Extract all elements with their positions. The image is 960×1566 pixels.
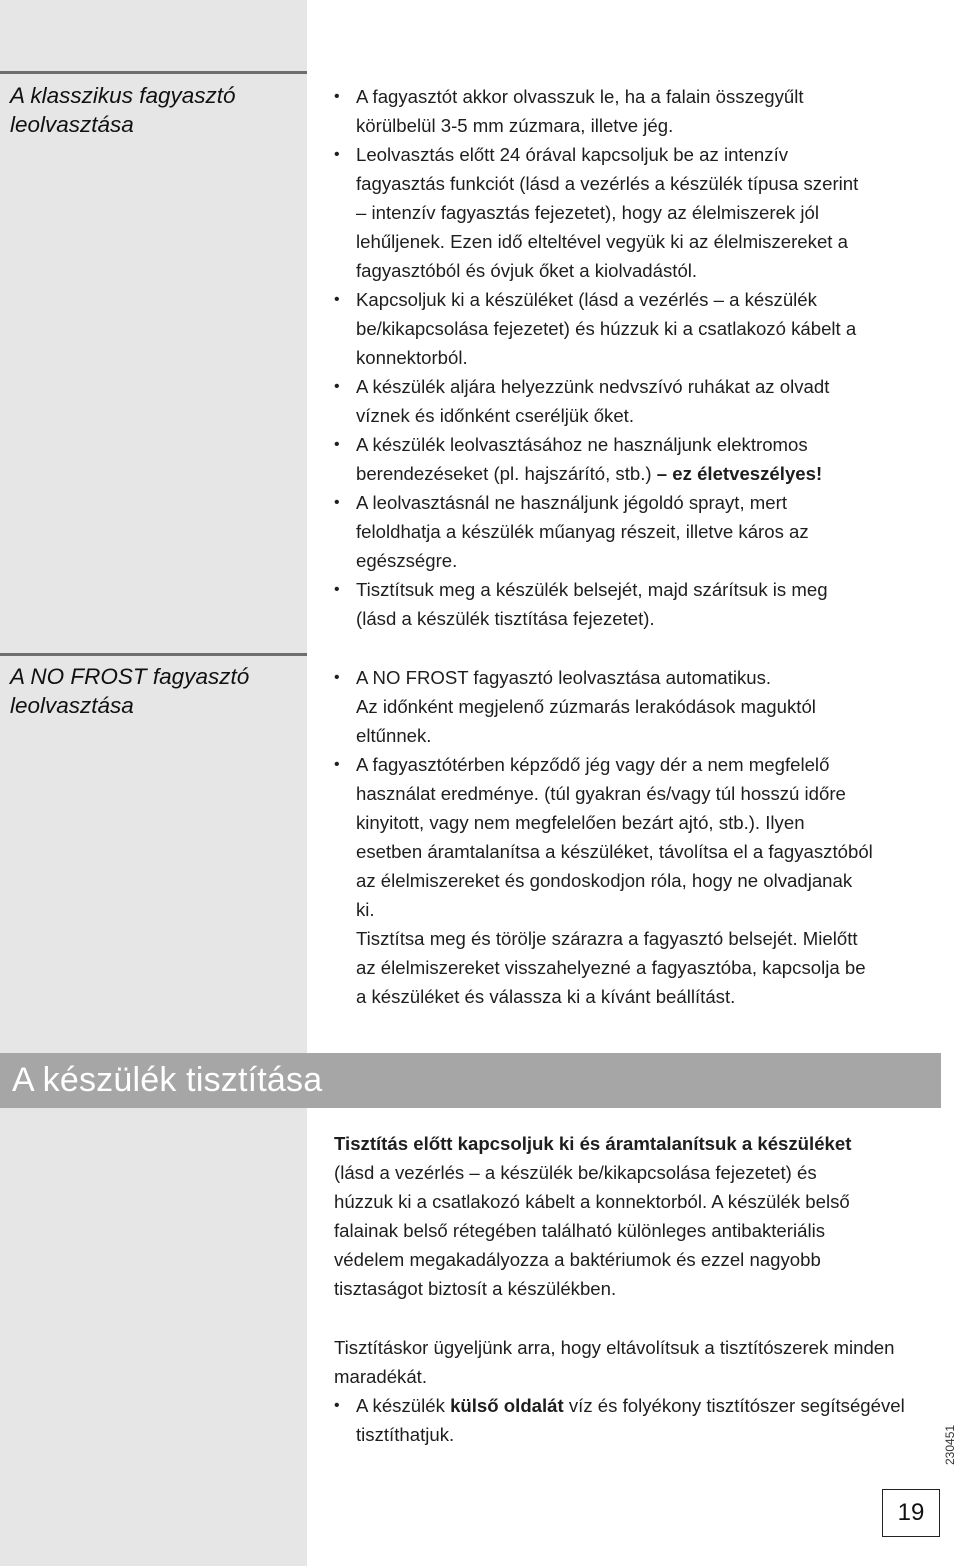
list-item (334, 488, 946, 575)
text-segment: víz és folyékony tisztítószer segítségével (563, 1395, 905, 1416)
cleaning-paragraph-2 (334, 1333, 946, 1391)
text-line: tisztíthatjuk. (356, 1424, 455, 1445)
text-line: eltűnnek. (356, 725, 432, 746)
list-item (334, 140, 946, 285)
text-line: (lásd a készülék tisztítása fejezetet). (356, 608, 655, 629)
bullet-icon: • (334, 378, 340, 395)
text-line: ki. (356, 899, 375, 920)
text-segment: berendezéseket (pl. hajszárító, stb.) (356, 463, 657, 484)
list-item (334, 575, 946, 633)
section-rule (0, 653, 307, 656)
bullet-icon: • (334, 1397, 340, 1414)
text-line: egészségre. (356, 550, 458, 571)
document-number: 230451 (943, 1424, 957, 1465)
bullet-icon: • (334, 291, 340, 308)
text-line (356, 1391, 946, 1420)
text-line: használat eredménye. (túl gyakran és/vagy túl hosszú időre (356, 783, 846, 804)
section-heading-nofrost-defrost (10, 662, 300, 720)
page-number: 19 (882, 1489, 940, 1537)
bullet-icon: • (334, 756, 340, 773)
list-item (334, 663, 946, 750)
bullet-icon: • (334, 88, 340, 105)
left-margin-band (0, 0, 307, 1053)
bullet-icon: • (334, 669, 340, 686)
warning-text: – ez életveszélyes! (656, 463, 823, 484)
text-line: a készüléket és válassza ki a kívánt beállítást. (356, 986, 736, 1007)
text-line: maradékát. (334, 1366, 428, 1387)
list-item (334, 1391, 946, 1449)
text-line: esetben áramtalanítsa a készüléket, távolítsa el a fagyasztóból (356, 841, 873, 862)
bullet-icon: • (334, 436, 340, 453)
text-line: Tisztítás előtt kapcsoljuk ki és áramtalanítsuk a készüléket (334, 1133, 852, 1154)
text-line: A NO FROST fagyasztó leolvasztása automatikus. (356, 667, 772, 688)
list-item (334, 285, 946, 372)
text-line: feloldhatja a készülék műanyag részeit, illetve káros az (356, 521, 809, 542)
left-margin-band-lower (0, 1108, 307, 1566)
text-line: kinyitott, vagy nem megfelelően bezárt ajtó, stb.). Ilyen (356, 812, 805, 833)
classic-defrost-bullet-list (334, 82, 946, 633)
text-line: falainak belső rétegében található különleges antibakteriális (334, 1220, 826, 1241)
text-line: lehűljenek. Ezen idő elteltével vegyük ki az élelmiszereket a (356, 231, 848, 252)
section-heading-classic-defrost (10, 81, 300, 139)
text-line: az élelmiszereket visszahelyezné a fagyasztóba, kapcsolja be (356, 957, 866, 978)
text-line: be/kikapcsolása fejezetet) és húzzuk ki a csatlakozó kábelt a (356, 318, 857, 339)
text-line: Leolvasztás előtt 24 órával kapcsoljuk be az intenzív (356, 144, 789, 165)
text-line: A fagyasztót akkor olvasszuk le, ha a falain összegyűlt (356, 86, 804, 107)
emphasis-text: külső oldalát (450, 1395, 564, 1416)
list-item (334, 372, 946, 430)
list-item (334, 430, 946, 488)
text-line: húzzuk ki a csatlakozó kábelt a konnektorból. A készülék belső (334, 1191, 850, 1212)
text-line: Kapcsoljuk ki a készüléket (lásd a vezérlés – a készülék (356, 289, 817, 310)
text-line: A készülék leolvasztásához ne használjunk elektromos (356, 434, 808, 455)
text-line: védelem megakadályozza a baktériumok és ezzel nagyobb (334, 1249, 821, 1270)
text-line: A készülék aljára helyezzünk nedvszívó ruhákat az olvadt (356, 376, 830, 397)
bullet-icon: • (334, 146, 340, 163)
text-line: fagyasztás funkciót (lásd a vezérlés a készülék típusa szerint (356, 173, 859, 194)
text-line: tisztaságot biztosít a készülékben. (334, 1278, 617, 1299)
text-line: A leolvasztásnál ne használjunk jégoldó sprayt, mert (356, 492, 787, 513)
bullet-icon: • (334, 494, 340, 511)
bullet-icon: • (334, 581, 340, 598)
cleaning-paragraph-1 (334, 1129, 946, 1303)
heading-line: leolvasztása (10, 112, 134, 137)
heading-line: A klasszikus fagyasztó (10, 83, 236, 108)
text-line: – intenzív fagyasztás fejezetet), hogy az élelmiszerek jól (356, 202, 820, 223)
text-line: Tisztítsa meg és törölje szárazra a fagyasztó belsejét. Mielőtt (356, 928, 858, 949)
text-line: konnektorból. (356, 347, 468, 368)
text-line: víznek és időnként cseréljük őket. (356, 405, 635, 426)
list-item (334, 750, 946, 1011)
section-rule (0, 71, 307, 74)
text-line: Tisztításkor ügyeljünk arra, hogy eltávolítsuk a tisztítószerek minden (334, 1337, 895, 1358)
text-line (356, 459, 946, 488)
text-line: fagyasztóból és óvjuk őket a kiolvadástól. (356, 260, 698, 281)
text-line: Tisztítsuk meg a készülék belsejét, majd szárítsuk is meg (356, 579, 828, 600)
text-line: A fagyasztótérben képződő jég vagy dér a nem megfelelő (356, 754, 830, 775)
text-line: az élelmiszereket és gondoskodjon róla, hogy ne olvadjanak (356, 870, 853, 891)
heading-line: leolvasztása (10, 693, 134, 718)
section-banner-cleaning: A készülék tisztítása (0, 1053, 941, 1108)
text-line: körülbelül 3-5 mm zúzmara, illetve jég. (356, 115, 674, 136)
list-item (334, 82, 946, 140)
cleaning-bullet-list (334, 1391, 946, 1449)
text-line: Az időnként megjelenő zúzmarás lerakódások maguktól (356, 696, 816, 717)
nofrost-bullet-list (334, 663, 946, 1011)
heading-line: A NO FROST fagyasztó (10, 664, 250, 689)
text-line: (lásd a vezérlés – a készülék be/kikapcsolása fejezetet) és (334, 1162, 817, 1183)
text-segment: A készülék (356, 1395, 451, 1416)
